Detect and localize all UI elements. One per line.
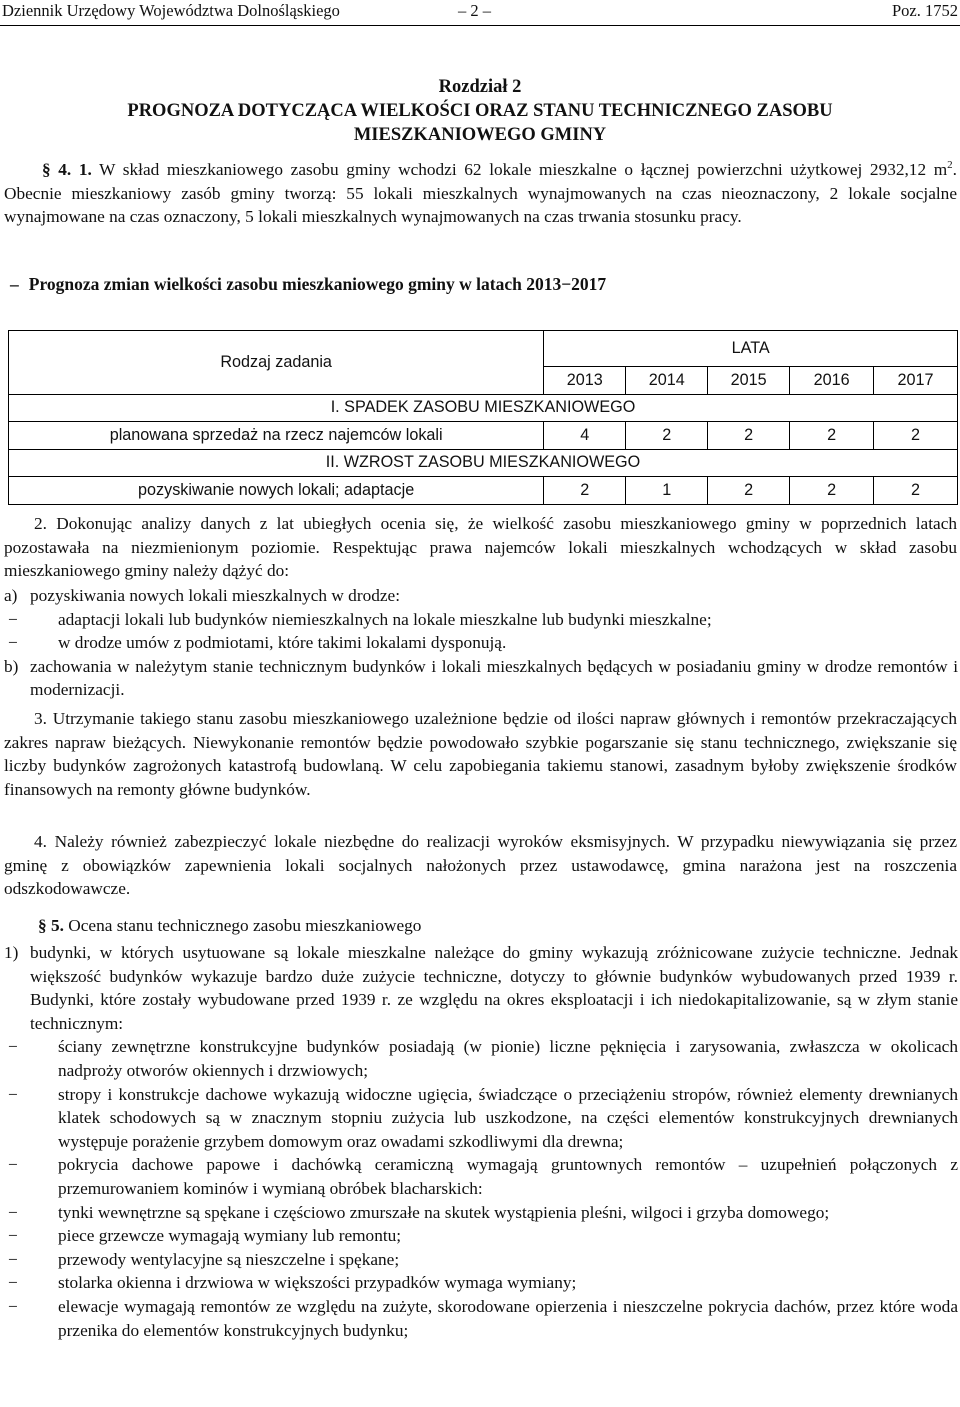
list-item bbox=[0, 1271, 958, 1295]
table-cell: 1 bbox=[626, 477, 708, 505]
year-cell: 2014 bbox=[626, 367, 708, 395]
superscript: 2 bbox=[947, 159, 953, 172]
table-cell: 2 bbox=[790, 477, 874, 505]
table-cell: 2 bbox=[790, 422, 874, 450]
table-row bbox=[9, 422, 958, 450]
section-header-decrease: I. SPADEK ZASOBU MIESZKANIOWEGO bbox=[9, 395, 958, 422]
journal-title: Dziennik Urzędowy Województwa Dolnośląskiego bbox=[2, 1, 340, 20]
section-5-heading bbox=[4, 914, 957, 938]
paragraph-4: 4. Należy również zabezpieczyć lokale niezbędne do realizacji wyroków eksmisyjnych. W przypadku niewywiązania się przez gminę z obowiązków zapewnienia lokali socjalnych nałożonych przez ustawodawcę, gmina narażona jest na roszczenia odszkodowawcze. bbox=[4, 832, 957, 899]
section-4-label: § 4. 1. bbox=[42, 160, 92, 179]
list-item bbox=[0, 584, 958, 608]
heading-dash: – bbox=[10, 274, 19, 294]
chapter-title-line2: MIESZKANIOWEGO GMINY bbox=[353, 125, 607, 145]
section-4-text-cont: . Obecnie mieszkaniowy zasób gminy tworzą: 55 lokali mieszkalnych wynajmowanych na czas nieoznaczony, 2 lokale socjalne wynajmowane na czas oznaczony, 5 lokali mieszkalnych wynajmowanych na czas trwania stosunku pracy. bbox=[4, 160, 957, 227]
list-marker: a) bbox=[4, 586, 18, 605]
year-cell: 2017 bbox=[874, 367, 958, 395]
list-marker: − bbox=[8, 1202, 18, 1222]
section-5-label: § 5. bbox=[38, 916, 64, 935]
paragraph-3: 3. Utrzymanie takiego stanu zasobu mieszkaniowego uzależnione będzie od ilości napraw głównych i remontów przekraczających zakres napraw bieżących. Niewykonanie remontów będzie powodowało szybkie pogarszanie się stanu technicznego, zwiększanie się liczby budynków zagrożonych katastrofą budowlaną. W celu zapobiegania takiemu stanowi, zasadnym byłoby zwiększenie środków finansowych na remonty główne budynków. bbox=[4, 709, 957, 799]
list-marker: − bbox=[8, 1155, 18, 1175]
list-marker: − bbox=[8, 1249, 18, 1269]
year-cell: 2016 bbox=[790, 367, 874, 395]
table-row bbox=[9, 477, 958, 505]
list-item-text: w drodze umów z podmiotami, które takimi lokalami dysponują. bbox=[58, 633, 507, 653]
paragraph-2: 2. Dokonując analizy danych z lat ubiegłych ocenia się, że wielkość zasobu mieszkaniowego gminy w poprzednich latach pozostawała na niezmienionym poziomie. Respektując prawa najemców lokali mieszkalnych wchodzących w skład zasobu mieszkaniowego gminy należy dążyć do: bbox=[4, 514, 957, 581]
section-4-text: W skład mieszkaniowego zasobu gminy wchodzi 62 lokale mieszkalne o łącznej powierzchni użytkowej 2932,12 m bbox=[99, 160, 948, 179]
table-cell: 2 bbox=[874, 477, 958, 505]
col-header-years: LATA bbox=[544, 331, 958, 367]
list-marker: − bbox=[8, 1273, 18, 1293]
section-header-increase: II. WZROST ZASOBU MIESZKANIOWEGO bbox=[9, 450, 958, 477]
table-cell: 2 bbox=[874, 422, 958, 450]
list-item-text: stropy i konstrukcje dachowe wykazują widoczne ugięcia, świadczące o przeciążeniu stropów, również elementy drewnianych klatek schodowych są w znacznym stopniu zużycia lub uszkodzone, na części elementów konstrukcyjnych drewnianych występuje porażenie grzybem domowym oraz owadami szkodliwymi dla drewna; bbox=[58, 1084, 958, 1151]
list-item-text: ściany zewnętrzne konstrukcyjne budynków posiadają (w pionie) liczne pęknięcia i zarysowania, zwłaszcza w okolicach nadproży otworów okiennych i drzwiowych; bbox=[58, 1037, 958, 1080]
list-item bbox=[0, 608, 958, 632]
list-item-text: stolarka okienna i drzwiowa w większości przypadków wymaga wymiany; bbox=[58, 1273, 577, 1293]
list-item-text: przewody wentylacyjne są nieszczelne i spękane; bbox=[58, 1249, 400, 1269]
chapter-number: Rozdział 2 bbox=[438, 77, 522, 97]
table-cell: 2 bbox=[708, 422, 790, 450]
list-item bbox=[0, 1035, 958, 1082]
section-5-title: Ocena stanu technicznego zasobu mieszkaniowego bbox=[68, 916, 422, 935]
list-marker: − bbox=[8, 633, 18, 653]
list-item bbox=[0, 631, 958, 655]
table-cell: 4 bbox=[544, 422, 626, 450]
col-header-task: Rodzaj zadania bbox=[9, 331, 544, 395]
list-marker: 1) bbox=[4, 943, 19, 962]
list-item bbox=[0, 941, 958, 1035]
list-item-text: tynki wewnętrzne są spękane i częściowo zmurszałe na skutek wystąpienia pleśni, wilgoci i grzyba domowego; bbox=[58, 1202, 830, 1222]
section-4-paragraph bbox=[4, 158, 957, 229]
list-item bbox=[0, 1248, 958, 1272]
section-5-list bbox=[0, 941, 958, 1342]
list-item bbox=[0, 1224, 958, 1248]
list-marker: b) bbox=[4, 656, 19, 676]
list-item bbox=[0, 655, 958, 702]
list-item-text: zachowania w należytym stanie technicznym budynków i lokali mieszkalnych będących w posiadaniu gminy w drodze remontów i modernizacji. bbox=[30, 656, 958, 700]
row-label: pozyskiwanie nowych lokali; adaptacje bbox=[9, 477, 544, 505]
forecast-heading-text: Prognoza zmian wielkości zasobu mieszkaniowego gminy w latach 2013−2017 bbox=[28, 274, 607, 294]
list-item bbox=[0, 1295, 958, 1342]
forecast-heading bbox=[10, 272, 606, 296]
table-cell: 2 bbox=[626, 422, 708, 450]
row-label: planowana sprzedaż na rzecz najemców lokali bbox=[9, 422, 544, 450]
list-item-text: pokrycia dachowe papowe i dachówką ceramiczną wymagają gruntownych remontów – uzupełnień połączonych z przemurowaniem kominów i wymianą obróbek blacharskich: bbox=[58, 1155, 958, 1198]
list-marker: − bbox=[8, 609, 18, 629]
list-marker: − bbox=[8, 1084, 18, 1104]
forecast-table bbox=[8, 330, 958, 505]
list-marker: − bbox=[8, 1037, 18, 1057]
list-item-text: adaptacji lokali lub budynków niemieszkalnych na lokale mieszkalne lub budynki mieszkalne; bbox=[58, 609, 712, 629]
list-marker: − bbox=[8, 1296, 18, 1316]
year-cell: 2015 bbox=[708, 367, 790, 395]
page-header bbox=[0, 0, 960, 26]
list-item-text: budynki, w których usytuowane są lokale mieszkalne należące do gminy wykazują zróżnicowane zużycie techniczne. Jednak większość budynków wykazuje bardzo duże zużycie techniczne, dotyczy to głównie budynków wybudowanych przed 1939 r. Budynki, które zostały wybudowane przed 1939 r. ze względu na okres eksploatacji i ich niedokapitalizowanie, są w złym stanie technicznym: bbox=[30, 943, 958, 1033]
table-cell: 2 bbox=[708, 477, 790, 505]
page-number: – 2 – bbox=[458, 1, 491, 20]
list-item-text: piece grzewcze wymagają wymiany lub remontu; bbox=[58, 1226, 402, 1246]
list-item-text: pozyskiwania nowych lokali mieszkalnych w drodze: bbox=[30, 586, 401, 605]
year-cell: 2013 bbox=[544, 367, 626, 395]
list-item bbox=[0, 1201, 958, 1225]
position-number: Poz. 1752 bbox=[892, 1, 958, 20]
paragraph-2-list bbox=[0, 584, 958, 702]
list-marker: − bbox=[8, 1226, 18, 1246]
table-cell: 2 bbox=[544, 477, 626, 505]
list-item bbox=[0, 1153, 958, 1200]
chapter-title-line1: PROGNOZA DOTYCZĄCA WIELKOŚCI ORAZ STANU TECHNICZNEGO ZASOBU bbox=[127, 101, 833, 121]
list-item-text: elewacje wymagają remontów ze względu na zużyte, skorodowane opierzenia i nieszczelne pokrycia dachów, przez które woda przenika do elementów konstrukcyjnych budynku; bbox=[58, 1296, 958, 1340]
list-item bbox=[0, 1083, 958, 1154]
